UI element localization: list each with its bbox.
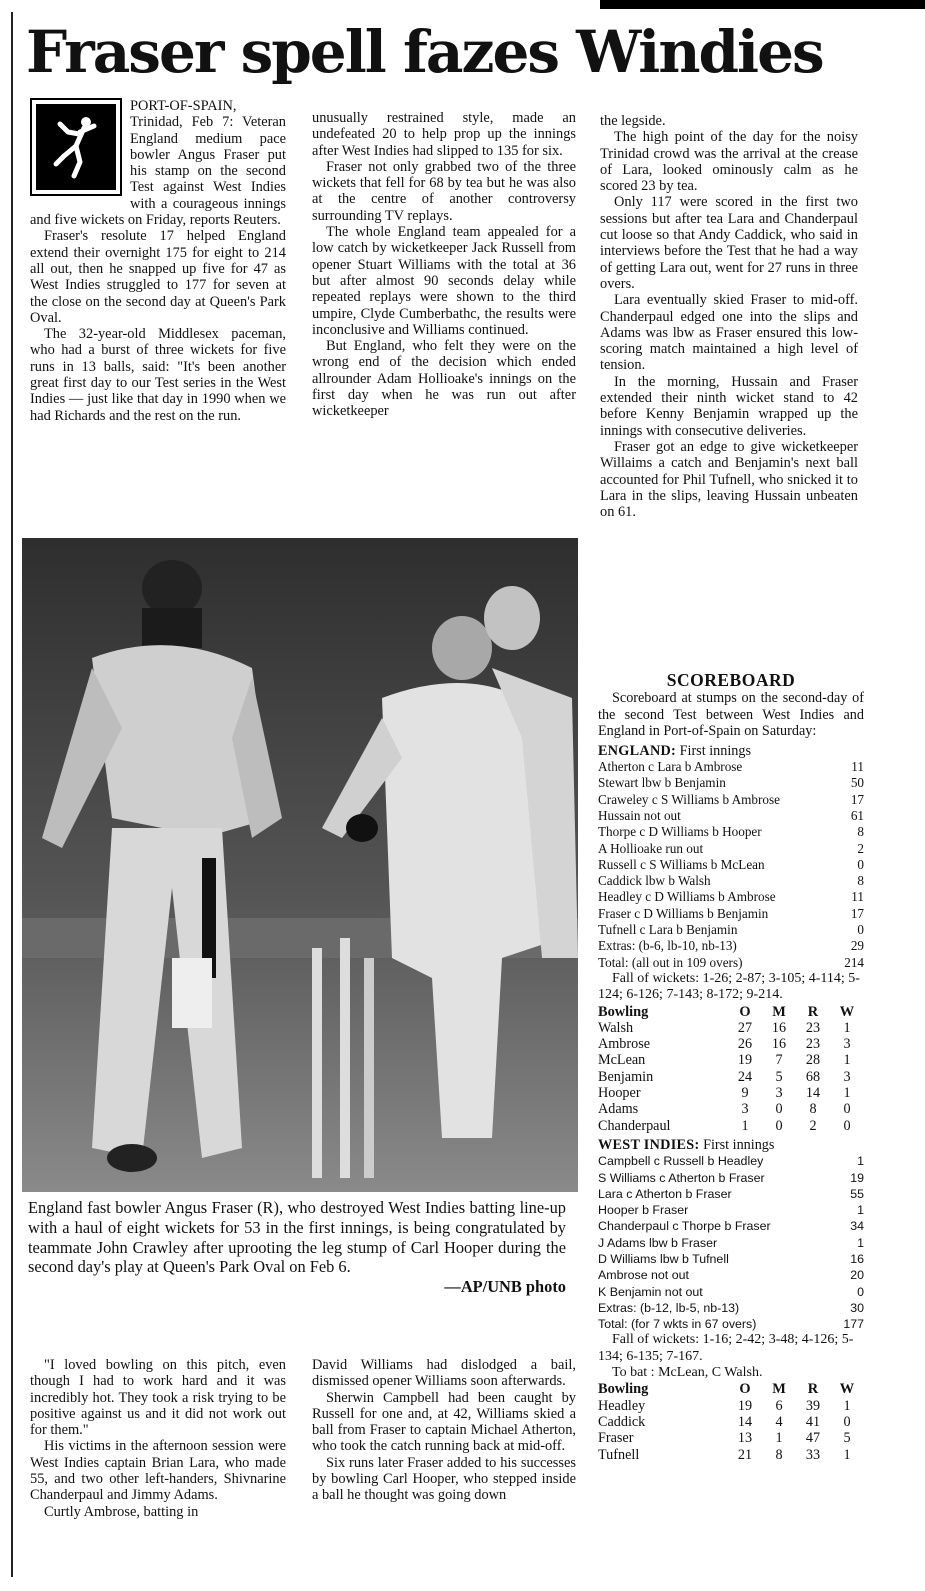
table-row (598, 824, 864, 840)
bowler: Fraser (598, 1430, 634, 1447)
wickets: 0 (843, 1413, 851, 1430)
table-row (598, 1251, 864, 1267)
runs: 1 (857, 1235, 864, 1250)
article-column-3 (600, 113, 858, 520)
maidens: 16 (771, 1036, 787, 1053)
runs: 20 (850, 1268, 864, 1283)
paragraph: Fraser got an edge to give wicketkeeper Willaims a catch and Benjamin's next ball accounted for Phil Tufnell, who snicked it to Lara in the slips, leaving Hussain unbeaten on 61. (600, 438, 858, 521)
maidens: 5 (775, 1068, 783, 1085)
bowler: McLean (598, 1052, 646, 1069)
table-row (598, 1020, 864, 1036)
runs: 61 (850, 807, 864, 823)
bowler: Walsh (598, 1019, 634, 1036)
paragraph: In the morning, Hussain and Fraser extended their ninth wicket stand to 42 before Kenny Benjamin wrapped up the innings with consecutive deliveries. (600, 373, 858, 439)
runs: 14 (805, 1085, 821, 1102)
runs: 0 (857, 922, 864, 938)
bowler: Adams (598, 1101, 639, 1118)
runs: 30 (850, 1300, 864, 1315)
col-header: O (739, 1003, 751, 1020)
runs: 16 (850, 1252, 864, 1266)
bowler: Tufnell (598, 1446, 640, 1463)
west-indies-innings-title (598, 1137, 864, 1153)
paragraph: Sherwin Campbell had been caught by Russell for one and, at 42, Williams skied a ball from Fraser to captain Michael Atherton, who took the catch running back at mid-off. (312, 1389, 576, 1455)
table-row (598, 1085, 864, 1101)
table-row (598, 1430, 864, 1446)
batsman: Campbell c Russell b Headley (598, 1154, 764, 1169)
wickets: 0 (843, 1117, 851, 1134)
total: Total: (for 7 wkts in 67 overs) (598, 1317, 757, 1332)
paragraph: Only 117 were scored in the first two sessions but after tea Lara and Chanderpaul cut loose so that Andy Caddick, who said in interviews before the Test that he had a way of getting Lara out, went for 27 runs in three overs. (600, 194, 858, 292)
table-row (598, 1300, 864, 1316)
table-row (598, 1218, 864, 1234)
batsman: K Benjamin not out (598, 1284, 703, 1299)
caption-text: England fast bowler Angus Fraser (R), who destroyed West Indies batting line-up with a haul of eight wickets for 53 in the first innings, is being congratulated by teammate John Crawley after uprooting the leg stump of Carl Hooper during the second day's play at Queen's Park Oval on Feb 6. (28, 1198, 566, 1277)
runs: 8 (857, 873, 864, 889)
batsman: Atherton c Lara b Ambrose (598, 759, 743, 775)
wickets: 0 (843, 1101, 851, 1118)
west-indies-batting-table (598, 1153, 864, 1332)
table-row (598, 922, 864, 938)
photo-credit: —AP/UNB photo (444, 1277, 566, 1297)
table-row (598, 792, 864, 808)
runs: 2 (809, 1117, 817, 1134)
paragraph: the legside. (600, 113, 666, 129)
overs: 19 (737, 1397, 753, 1414)
bowler: Caddick (598, 1413, 646, 1430)
col-header: W (839, 1003, 855, 1020)
batsman: Thorpe c D Williams b Hooper (598, 824, 762, 840)
table-row (598, 938, 864, 954)
col-header: Bowling (598, 1381, 649, 1398)
runs: 23 (805, 1019, 821, 1036)
article-column-1 (30, 98, 286, 424)
maidens: 6 (775, 1397, 783, 1414)
maidens: 0 (775, 1117, 783, 1134)
table-row (598, 1398, 864, 1414)
table-row (598, 1153, 864, 1169)
article-column-2 (312, 110, 576, 420)
batsman: Lara c Atherton b Fraser (598, 1186, 732, 1201)
table-header-row (598, 1381, 864, 1397)
table-row (598, 1036, 864, 1052)
west-indies-team-label: WEST INDIES: (598, 1136, 700, 1153)
runs: 34 (850, 1219, 864, 1234)
runs: 1 (857, 1203, 864, 1218)
batsman: D Williams lbw b Tufnell (598, 1252, 729, 1266)
paragraph: Fraser not only grabbed two of the three wickets that fell for 68 by tea but he was also at the centre of another controversy surrounding TV replays. (312, 158, 576, 224)
runs: 41 (805, 1413, 821, 1430)
table-row (598, 857, 864, 873)
bowler: Headley (598, 1397, 646, 1414)
runs: 19 (850, 1170, 864, 1185)
cricket-bowler-icon (46, 112, 106, 182)
runs: 0 (857, 856, 864, 872)
runs: 2 (857, 840, 864, 856)
runs: 17 (850, 905, 864, 921)
runs: 39 (805, 1397, 821, 1414)
paragraph: But England, who felt they were on the wrong end of the decision which ended allrounder Adam Hollioake's innings on the first day when he was run out after wicketkeeper (312, 338, 576, 420)
table-row (598, 1069, 864, 1085)
bowler: Benjamin (598, 1068, 654, 1085)
england-fall-of-wickets: Fall of wickets: 1-26; 2-87; 3-105; 4-114; 5-124; 6-126; 7-143; 8-172; 9-214. (598, 970, 860, 1003)
maidens: 16 (771, 1019, 787, 1036)
table-row (598, 906, 864, 922)
batsman: Hooper b Fraser (598, 1203, 689, 1218)
table-row (598, 775, 864, 791)
wickets: 1 (843, 1397, 851, 1414)
paragraph: David Williams had dislodged a bail, dismissed opener Williams soon afterwards. (312, 1357, 576, 1390)
table-row (598, 1101, 864, 1117)
batsman: Caddick lbw b Walsh (598, 873, 711, 889)
batsman: Tufnell c Lara b Benjamin (598, 922, 738, 938)
batsman: Stewart lbw b Benjamin (598, 775, 726, 791)
table-row (598, 1052, 864, 1068)
wickets: 1 (843, 1085, 851, 1102)
batsman: S Williams c Atherton b Fraser (598, 1170, 765, 1185)
col-header: R (807, 1003, 819, 1020)
paragraph: "I loved bowling on this pitch, even though I had to work hard and it was incredibly hot. They took a risk trying to be positive against us and it did not work out for them." (30, 1357, 286, 1439)
overs: 21 (737, 1446, 753, 1463)
table-row (598, 955, 864, 971)
col-header: O (739, 1381, 751, 1398)
overs: 13 (737, 1430, 753, 1447)
paragraph: unusually restrained style, made an undefeated 20 to help prop up the innings after West Indies had slipped to 135 for six. (312, 110, 576, 159)
runs: 23 (805, 1036, 821, 1053)
col-header: M (772, 1003, 786, 1020)
paragraph: PORT-OF-SPAIN, Trinidad, Feb 7: Veteran England medium pace bowler Angus Fraser put his stamp on the second Test against West Indies with a courageous innings and five wickets on Friday, reports Reuters. (30, 98, 286, 229)
england-batting-table (598, 759, 864, 971)
cricket-logo (30, 98, 122, 196)
england-team-label: ENGLAND: (598, 742, 677, 759)
batsman: Ambrose not out (598, 1268, 689, 1283)
wickets: 1 (843, 1446, 851, 1463)
maidens: 7 (775, 1052, 783, 1069)
col-header: M (772, 1381, 786, 1398)
england-bowling-table (598, 1004, 864, 1134)
table-row (598, 1170, 864, 1186)
maidens: 1 (775, 1430, 783, 1447)
col-header: W (839, 1381, 855, 1398)
scoreboard-title: SCOREBOARD (666, 670, 796, 690)
paragraph: The 32-year-old Middlesex paceman, who had a burst of three wickets for five runs in 13 balls, said: "It's been another great first day to our Test series in the West Indies — just like that day in 1990 when we had Richards and the rest on the run. (30, 326, 286, 424)
west-indies-fall-of-wickets: Fall of wickets: 1-16; 2-42; 3-48; 4-126; 5-134; 6-135; 7-167. (598, 1332, 854, 1364)
runs: 1 (857, 1154, 864, 1169)
wickets: 3 (843, 1036, 851, 1053)
england-innings-title (598, 743, 864, 759)
table-row (598, 841, 864, 857)
col-header: Bowling (598, 1003, 649, 1020)
article-bottom-column-2 (312, 1357, 576, 1504)
maidens: 4 (775, 1413, 783, 1430)
maidens: 3 (775, 1085, 783, 1102)
batsman: Craweley c S Williams b Ambrose (598, 791, 780, 807)
table-row (598, 808, 864, 824)
runs: 68 (805, 1068, 821, 1085)
batsman: Fraser c D Williams b Benjamin (598, 905, 769, 921)
col-header: R (807, 1381, 819, 1398)
photo-caption (28, 1198, 566, 1297)
bowler: Chanderpaul (598, 1117, 671, 1134)
runs: 55 (850, 1186, 864, 1201)
news-photo (22, 538, 578, 1192)
table-row (598, 889, 864, 905)
west-indies-bowling-table (598, 1381, 864, 1462)
total: Total: (all out in 109 overs) (598, 954, 743, 970)
runs: 50 (850, 775, 864, 791)
paragraph: Curtly Ambrose, batting in (44, 1503, 199, 1520)
runs: 47 (805, 1430, 821, 1447)
bowler: Ambrose (598, 1036, 651, 1053)
article-bottom-column-1 (30, 1357, 286, 1520)
runs: 11 (851, 889, 864, 905)
runs: 214 (844, 954, 864, 970)
maidens: 0 (775, 1101, 783, 1118)
overs: 27 (737, 1019, 753, 1036)
paragraph: Six runs later Fraser added to his successes by bowling Carl Hooper, who stepped inside a ball he thought was going down (312, 1454, 576, 1504)
west-indies-to-bat: To bat : McLean, C Walsh. (612, 1365, 763, 1381)
table-row (598, 1447, 864, 1463)
wickets: 1 (843, 1019, 851, 1036)
scoreboard-intro: Scoreboard at stumps on the second-day of the second Test between West Indies and England in Port-of-Spain on Saturday: (598, 690, 864, 740)
batsman: Chanderpaul c Thorpe b Fraser (598, 1219, 771, 1234)
paragraph: Fraser's resolute 17 helped England extend their overnight 175 for eight to 214 all out, then he snapped up five for 47 as West Indies struggled to 177 for seven at the close on the second day at Queen's Park Oval. (30, 228, 286, 326)
runs: 28 (805, 1052, 821, 1069)
table-header-row (598, 1004, 864, 1020)
extras: Extras: (b-12, lb-5, nb-13) (598, 1300, 740, 1315)
table-row (598, 1284, 864, 1300)
table-row (598, 1118, 864, 1134)
headline: Fraser spell fazes Windies (26, 18, 823, 86)
cricket-celebration-photo (22, 538, 578, 1192)
batsman: Russell c S Williams b McLean (598, 856, 765, 872)
batsman: A Hollioake run out (598, 840, 704, 856)
bowler: Hooper (598, 1085, 641, 1102)
table-row (598, 1316, 864, 1332)
left-column-rule (11, 12, 13, 1577)
overs: 26 (737, 1036, 753, 1053)
paragraph: The whole England team appealed for a low catch by wicketkeeper Jack Russell from opener Stuart Williams with the total at 36 but after almost 90 seconds delay while repeated replays were shown to the third umpire, Clyde Cumberbathc, the results were inconclusive and Williams continued. (312, 224, 576, 338)
table-row (598, 759, 864, 775)
table-row (598, 1186, 864, 1202)
wickets: 1 (843, 1052, 851, 1069)
batsman: Hussain not out (598, 807, 681, 823)
overs: 9 (741, 1085, 749, 1102)
table-row (598, 1235, 864, 1251)
runs: 17 (850, 791, 864, 807)
overs: 19 (737, 1052, 753, 1069)
overs: 24 (737, 1068, 753, 1085)
runs: 177 (843, 1317, 864, 1332)
top-black-bar (600, 0, 925, 9)
table-row (598, 1267, 864, 1283)
batsman: Headley c D Williams b Ambrose (598, 889, 776, 905)
wickets: 3 (843, 1068, 851, 1085)
table-row (598, 1202, 864, 1218)
runs: 0 (857, 1284, 864, 1299)
extras: Extras: (b-6, lb-10, nb-13) (598, 938, 737, 954)
paragraph: Lara eventually skied Fraser to mid-off. Chanderpaul edged one into the slips and Adams was lbw as Fraser ensured this low-scoring match maintained a high level of tension. (600, 292, 858, 374)
runs: 8 (809, 1101, 817, 1118)
england-innings-label: First innings (679, 742, 751, 759)
overs: 3 (741, 1101, 749, 1118)
maidens: 8 (775, 1446, 783, 1463)
overs: 1 (741, 1117, 749, 1134)
scoreboard (598, 672, 864, 1463)
runs: 8 (857, 824, 864, 840)
runs: 29 (850, 938, 864, 954)
runs: 33 (805, 1446, 821, 1463)
overs: 14 (737, 1413, 753, 1430)
table-row (598, 873, 864, 889)
batsman: J Adams lbw b Fraser (598, 1235, 718, 1250)
wickets: 5 (843, 1430, 851, 1447)
runs: 11 (851, 759, 864, 775)
west-indies-innings-label: First innings (703, 1136, 775, 1153)
paragraph: His victims in the afternoon session were West Indies captain Brian Lara, who made 55, and two other left-handers, Shivnarine Chanderpaul and Jimmy Adams. (30, 1438, 286, 1504)
paragraph: The high point of the day for the noisy Trinidad crowd was the arrival at the crease of Lara, looked ominously calm as he scored 23 by tea. (600, 129, 858, 195)
table-row (598, 1414, 864, 1430)
